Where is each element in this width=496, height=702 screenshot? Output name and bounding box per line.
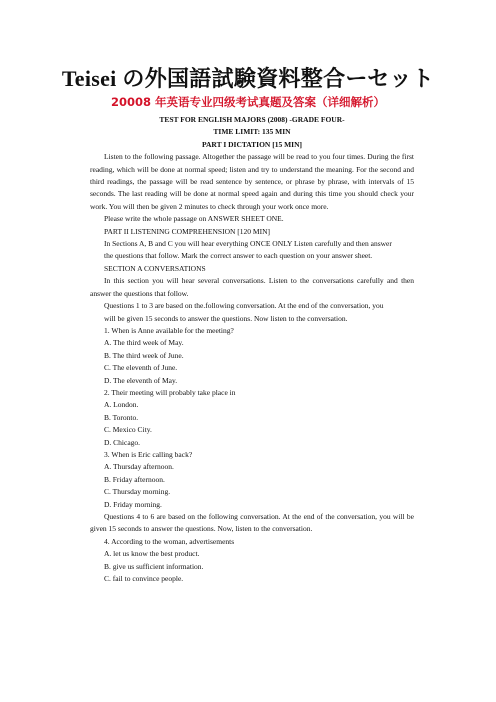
questions-1-3-intro-b: will be given 15 seconds to answer the questions. Now listen to the conversation.: [104, 313, 348, 323]
question-line: 3. When is Eric calling back?: [104, 449, 193, 459]
part-one-heading: PART I DICTATION [15 MIN]: [201, 139, 303, 149]
test-heading: TEST FOR ENGLISH MAJORS (2008) -GRADE FOUR-: [159, 115, 345, 124]
part-two-heading: PART II LISTENING COMPREHENSION [120 MIN]: [104, 226, 271, 236]
document-body: [90, 114, 414, 585]
option-line: D. Chicago.: [104, 437, 141, 447]
question-line: 2. Their meeting will probably take place in: [104, 387, 236, 397]
question-line: 4. According to the woman, advertisements: [104, 536, 235, 546]
option-line: B. The third week of June.: [104, 350, 184, 360]
option-line: B. Toronto.: [104, 412, 139, 422]
part-two-instructions-a: In Sections A, B and C you will hear everything ONCE ONLY Listen carefully and then answer: [104, 239, 392, 249]
questions-4-6-intro: Questions 4 to 6 are based on the following conversation. At the end of the conversation, you will be given 15 seconds to answer the questions. Now, listen to the conversation.: [90, 512, 414, 534]
option-line: A. Thursday afternoon.: [104, 462, 174, 472]
document-subtitle: 20008 年英语专业四级考试真题及答案（详细解析）: [110, 95, 385, 109]
option-line: C. The eleventh of June.: [104, 363, 178, 373]
questions-1-3-intro-a: Questions 1 to 3 are based on the.following conversation. At the end of the conversation, you: [104, 301, 384, 311]
section-a-heading: SECTION A CONVERSATIONS: [104, 263, 206, 273]
option-line: C. fail to convince people.: [104, 574, 184, 584]
option-line: A. The third week of May.: [104, 338, 184, 348]
option-line: B. Friday afternoon.: [104, 474, 165, 484]
option-line: B. give us sufficient information.: [104, 561, 204, 571]
option-line: A. London.: [104, 400, 139, 410]
document-title: Teisei の外国語試験資料整合ーセット: [61, 66, 435, 91]
time-limit: TIME LIMIT: 135 MIN: [213, 127, 291, 137]
option-line: A. let us know the best product.: [104, 549, 200, 559]
part-two-instructions-b: the questions that follow. Mark the correct answer to each question on your answer sheet.: [104, 251, 373, 261]
option-line: C. Mexico City.: [104, 425, 152, 435]
question-line: 1. When is Anne available for the meeting?: [104, 325, 234, 335]
option-line: D. Friday morning.: [104, 499, 162, 509]
dictation-instructions: Listen to the following passage. Altogether the passage will be read to you four times. During the first reading, which will be done at normal speed; listen and try to understand the meaning. For the second and third readings, the passage will be read sentence by sentence, or phrase by phrase, with intervals of 15 seconds. The last reading will be done at normal speed again and during this time you should check your work. You will then be given 2 minutes to check through your work once more.: [90, 152, 414, 211]
section-a-instructions: In this section you will hear several conversations. Listen to the conversations carefully and then answer the questions that follow.: [90, 276, 414, 298]
option-line: C. Thursday morning.: [104, 487, 171, 497]
write-passage-note: Please write the whole passage on ANSWER SHEET ONE.: [104, 214, 284, 224]
option-line: D. The eleventh of May.: [104, 375, 178, 385]
